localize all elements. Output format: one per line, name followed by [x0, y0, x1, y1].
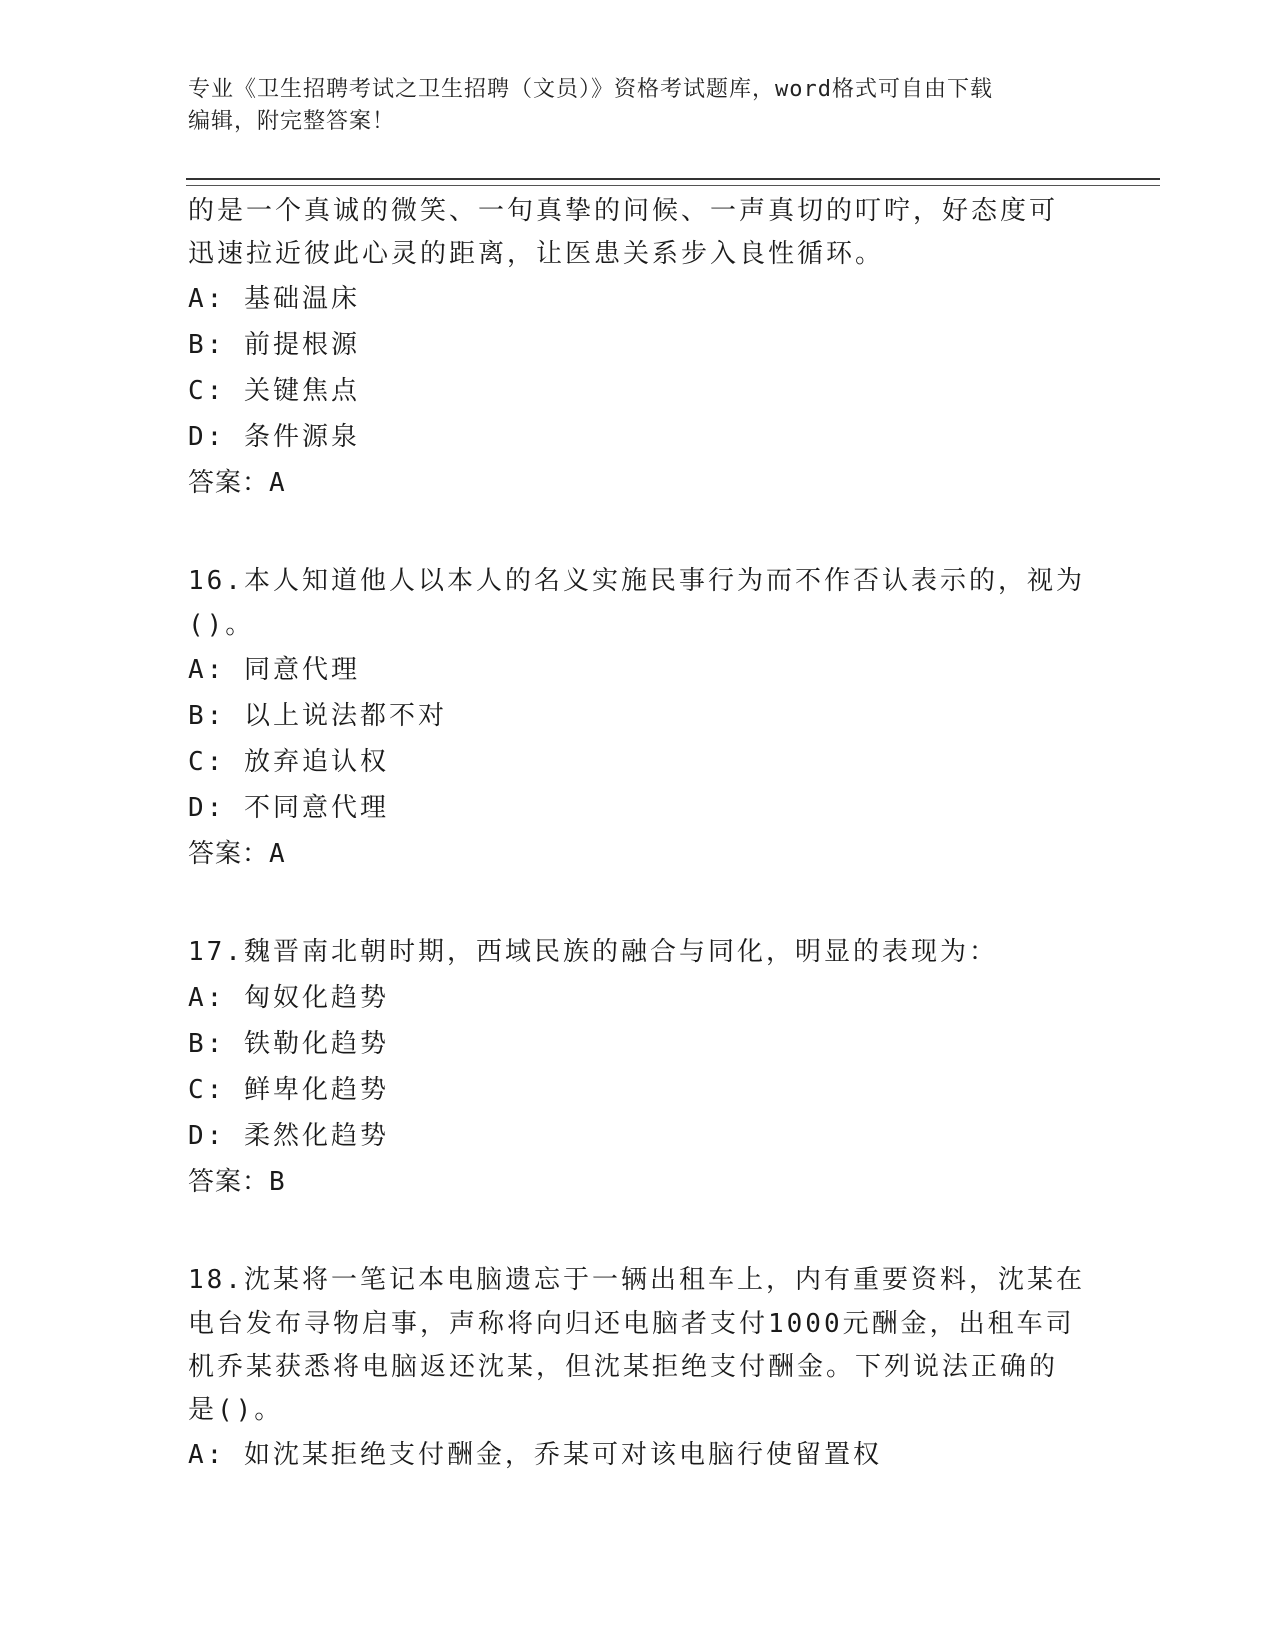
question-text-line: 机乔某获悉将电脑返还沈某，但沈某拒绝支付酬金。下列说法正确的 [188, 1352, 1059, 1382]
answer-label: 答案：A [188, 468, 286, 498]
question-text-line: 电台发布寻物启事，声称将向归还电脑者支付1000元酬金，出租车司 [188, 1309, 1075, 1339]
question-text-line: 的是一个真诚的微笑、一句真挚的问候、一声真切的叮咛，好态度可 [188, 196, 1059, 226]
question-text-line: 迅速拉近彼此心灵的距离，让医患关系步入良性循环。 [188, 239, 885, 269]
header-divider-thin [186, 185, 1160, 186]
header-divider-thick [186, 178, 1160, 180]
option-a: A: 同意代理 [188, 655, 360, 685]
question-18 [188, 1257, 1088, 1478]
option-a: A: 基础温床 [188, 284, 360, 314]
question-text-line: 17.魏晋南北朝时期，西域民族的融合与同化，明显的表现为： [188, 937, 998, 967]
question-text-line: 是()。 [188, 1395, 284, 1425]
document-header [188, 74, 1088, 138]
question-16 [188, 558, 1088, 877]
question-text-line: 16.本人知道他人以本人的名义实施民事行为而不作否认表示的，视为 [188, 566, 1085, 596]
option-b: B: 铁勒化趋势 [188, 1029, 389, 1059]
answer-label: 答案：A [188, 839, 286, 869]
option-d: D: 柔然化趋势 [188, 1121, 389, 1151]
option-a: A: 匈奴化趋势 [188, 983, 389, 1013]
question-17 [188, 929, 1088, 1205]
header-line-1: 专业《卫生招聘考试之卫生招聘（文员）》资格考试题库，word格式可自由下载 [188, 77, 993, 102]
question-text-line: ()。 [188, 610, 255, 640]
option-c: C: 鲜卑化趋势 [188, 1075, 389, 1105]
option-d: D: 条件源泉 [188, 422, 360, 452]
option-d: D: 不同意代理 [188, 793, 389, 823]
answer-label: 答案：B [188, 1167, 286, 1197]
question-15-continuation [188, 190, 1088, 506]
question-text-line: 18.沈某将一笔记本电脑遗忘于一辆出租车上，内有重要资料，沈某在 [188, 1265, 1085, 1295]
header-line-2: 编辑，附完整答案！ [188, 109, 396, 134]
option-a: A: 如沈某拒绝支付酬金，乔某可对该电脑行使留置权 [188, 1440, 882, 1470]
option-b: B: 前提根源 [188, 330, 360, 360]
option-b: B: 以上说法都不对 [188, 701, 447, 731]
option-c: C: 放弃追认权 [188, 747, 389, 777]
option-c: C: 关键焦点 [188, 376, 360, 406]
question-content [188, 190, 1088, 1478]
